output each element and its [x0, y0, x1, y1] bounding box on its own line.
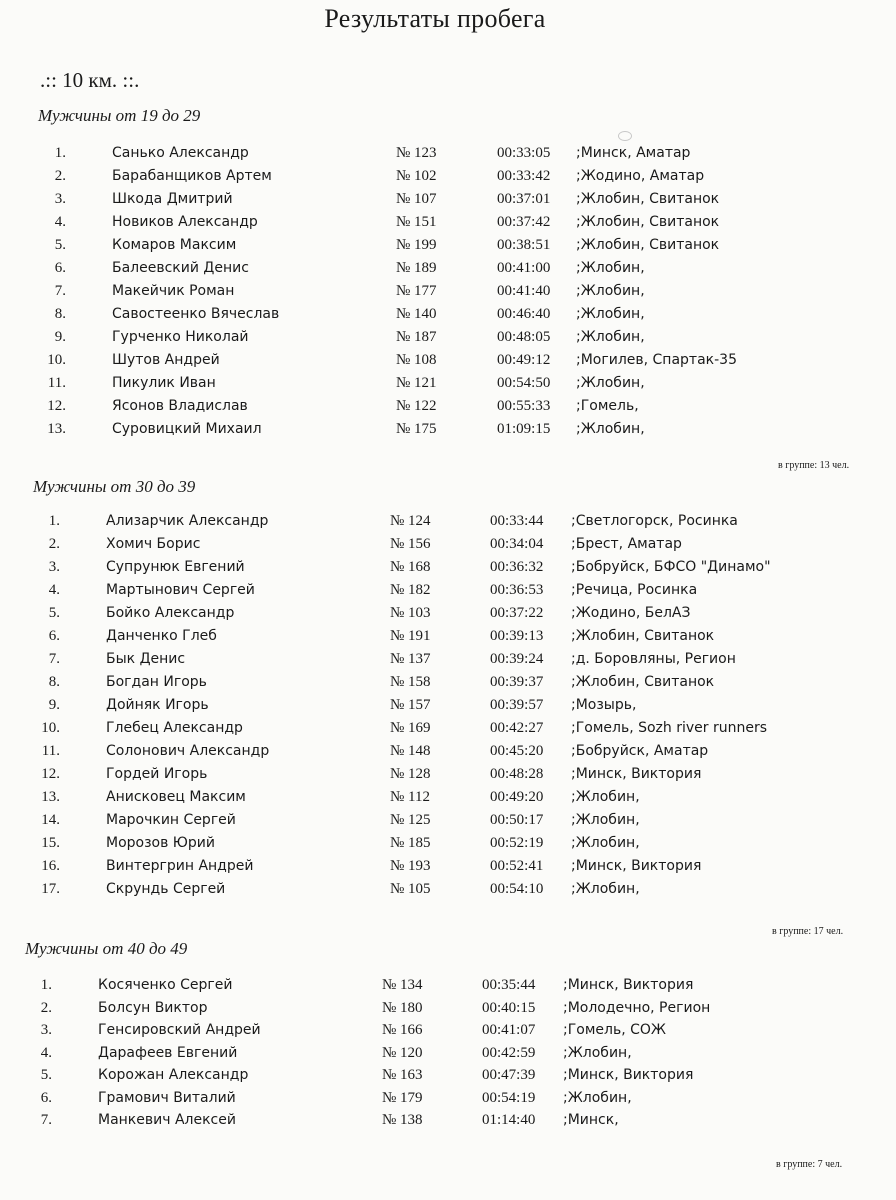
- finish-time: 00:34:04: [490, 536, 544, 552]
- runner-name: Барабанщиков Артем: [112, 168, 272, 184]
- bib-number: № 177: [396, 283, 437, 299]
- bib-number: № 179: [382, 1089, 423, 1106]
- place-number: 1.: [40, 977, 52, 993]
- finish-time: 00:35:44: [482, 977, 536, 993]
- finish-time: 00:54:19: [482, 1089, 536, 1106]
- runner-name: Корожан Александр: [98, 1067, 249, 1083]
- runner-name: Скрундь Сергей: [106, 881, 226, 897]
- scan-mark: [618, 131, 632, 141]
- bib-number: № 166: [382, 1022, 423, 1038]
- runner-name: Анисковец Максим: [106, 789, 246, 805]
- group-count: в группе: 7 чел.: [776, 1159, 843, 1170]
- finish-time: 00:36:32: [490, 559, 544, 575]
- bib-number: № 138: [382, 1112, 423, 1128]
- bib-number: № 175: [396, 421, 437, 437]
- city-club: ;Гомель, Sozh river runners: [571, 720, 768, 736]
- distance-heading: .:: 10 км. ::.: [40, 68, 140, 92]
- bib-number: № 158: [390, 674, 431, 690]
- runner-name: Данченко Глеб: [106, 628, 217, 644]
- finish-time: 00:48:28: [490, 766, 544, 782]
- place-number: 6.: [54, 260, 66, 276]
- city-club: ;Жлобин, Свитанок: [576, 237, 720, 253]
- bib-number: № 156: [390, 536, 431, 552]
- bib-number: № 112: [390, 789, 431, 805]
- bib-number: № 180: [382, 999, 423, 1016]
- runner-name: Богдан Игорь: [106, 674, 207, 690]
- runner-name: Манкевич Алексей: [98, 1112, 236, 1128]
- runner-name: Пикулик Иван: [112, 375, 216, 391]
- runner-name: Бойко Александр: [106, 605, 235, 621]
- bib-number: № 124: [390, 513, 431, 529]
- bib-number: № 134: [382, 977, 423, 993]
- city-club: ;Минск, Виктория: [571, 766, 702, 782]
- city-club: ;Жлобин, Свитанок: [576, 214, 720, 230]
- place-number: 9.: [54, 329, 66, 345]
- group-count: в группе: 17 чел.: [772, 926, 844, 937]
- place-number: 8.: [48, 674, 60, 690]
- city-club: ;Мозырь,: [571, 697, 637, 713]
- finish-time: 00:52:41: [490, 858, 544, 874]
- bib-number: № 122: [396, 398, 437, 414]
- city-club: ;Жлобин,: [563, 1044, 632, 1061]
- city-club: ;Могилев, Спартак-35: [576, 352, 737, 368]
- runner-name: Макейчик Роман: [112, 283, 235, 299]
- finish-time: 00:39:24: [490, 651, 544, 667]
- bib-number: № 102: [396, 168, 437, 184]
- runner-name: Новиков Александр: [112, 214, 258, 230]
- city-club: ;Жлобин,: [571, 812, 640, 828]
- bib-number: № 185: [390, 835, 431, 851]
- city-club: ;Жлобин,: [571, 835, 640, 851]
- bib-number: № 151: [396, 214, 437, 230]
- finish-time: 00:42:59: [482, 1044, 536, 1061]
- runner-name: Санько Александр: [112, 145, 249, 161]
- runner-name: Ясонов Владислав: [112, 398, 248, 414]
- place-number: 4.: [48, 582, 60, 598]
- city-club: ;Жлобин,: [571, 789, 640, 805]
- city-club: ;Жлобин, Свитанок: [576, 191, 720, 207]
- place-number: 7.: [40, 1112, 52, 1128]
- city-club: ;Жодино, БелАЗ: [571, 605, 691, 621]
- bib-number: № 120: [382, 1044, 423, 1061]
- runner-name: Косяченко Сергей: [98, 977, 233, 993]
- finish-time: 00:54:10: [490, 881, 544, 897]
- place-number: 16.: [41, 858, 60, 874]
- place-number: 11.: [47, 375, 66, 391]
- finish-time: 00:41:40: [497, 283, 551, 299]
- runner-name: Генсировский Андрей: [98, 1022, 261, 1038]
- place-number: 2.: [48, 536, 60, 552]
- city-club: ;Жодино, Аматар: [576, 168, 705, 184]
- place-number: 10.: [47, 352, 66, 368]
- place-number: 1.: [48, 513, 60, 529]
- place-number: 7.: [54, 283, 66, 299]
- bib-number: № 137: [390, 651, 431, 667]
- city-club: ;Жлобин, Свитанок: [571, 628, 715, 644]
- runner-name: Балеевский Денис: [112, 260, 249, 276]
- bib-number: № 169: [390, 720, 431, 736]
- runner-name: Грамович Виталий: [98, 1089, 236, 1106]
- city-club: ;Жлобин,: [563, 1089, 632, 1106]
- bib-number: № 103: [390, 605, 431, 621]
- place-number: 10.: [41, 720, 60, 736]
- runner-name: Ализарчик Александр: [106, 513, 269, 529]
- finish-time: 00:37:01: [497, 191, 551, 207]
- city-club: ;Минск, Виктория: [571, 858, 702, 874]
- place-number: 3.: [48, 559, 60, 575]
- finish-time: 00:55:33: [497, 398, 551, 414]
- group-title: Мужчины от 30 до 39: [33, 477, 196, 496]
- bib-number: № 107: [396, 191, 437, 207]
- finish-time: 00:48:05: [497, 329, 551, 345]
- city-club: ;Жлобин,: [576, 283, 645, 299]
- runner-name: Гордей Игорь: [106, 766, 208, 782]
- finish-time: 00:33:05: [497, 145, 551, 161]
- place-number: 11.: [41, 743, 60, 759]
- place-number: 3.: [40, 1022, 52, 1038]
- runner-name: Супрунюк Евгений: [106, 559, 245, 575]
- place-number: 15.: [41, 835, 60, 851]
- runner-name: Морозов Юрий: [106, 835, 216, 851]
- city-club: ;Жлобин,: [576, 421, 645, 437]
- group-title: Мужчины от 19 до 29: [38, 106, 201, 125]
- finish-time: 00:42:27: [490, 720, 544, 736]
- runner-name: Савостеенко Вячеслав: [112, 306, 280, 322]
- runner-name: Глебец Александр: [106, 720, 243, 736]
- runner-name: Гурченко Николай: [112, 329, 249, 345]
- city-club: ;Жлобин,: [576, 375, 645, 391]
- city-club: ;д. Боровляны, Регион: [571, 651, 736, 667]
- city-club: ;Жлобин,: [571, 881, 640, 897]
- place-number: 12.: [47, 398, 66, 414]
- runner-name: Шутов Андрей: [112, 352, 220, 368]
- place-number: 6.: [40, 1089, 52, 1106]
- finish-time: 00:50:17: [490, 812, 544, 828]
- place-number: 13.: [47, 421, 66, 437]
- finish-time: 00:39:37: [490, 674, 544, 690]
- city-club: ;Молодечно, Регион: [563, 999, 711, 1016]
- place-number: 5.: [48, 605, 60, 621]
- place-number: 17.: [41, 881, 60, 897]
- place-number: 4.: [54, 214, 66, 230]
- finish-time: 00:39:13: [490, 628, 544, 644]
- place-number: 5.: [40, 1067, 52, 1083]
- bib-number: № 121: [396, 375, 437, 391]
- city-club: ;Жлобин, Свитанок: [571, 674, 715, 690]
- city-club: ;Бобруйск, Аматар: [571, 743, 709, 759]
- finish-time: 00:49:20: [490, 789, 544, 805]
- finish-time: 00:39:57: [490, 697, 544, 713]
- city-club: ;Жлобин,: [576, 306, 645, 322]
- city-club: ;Минск, Аматар: [576, 145, 691, 161]
- bib-number: № 168: [390, 559, 431, 575]
- bib-number: № 108: [396, 352, 437, 368]
- place-number: 12.: [41, 766, 60, 782]
- runner-name: Винтергрин Андрей: [106, 858, 254, 874]
- city-club: ;Минск, Виктория: [563, 1067, 694, 1083]
- place-number: 7.: [48, 651, 60, 667]
- place-number: 13.: [41, 789, 60, 805]
- finish-time: 00:33:42: [497, 168, 551, 184]
- runner-name: Дарафеев Евгений: [98, 1044, 238, 1061]
- runner-name: Хомич Борис: [106, 536, 201, 552]
- place-number: 4.: [40, 1044, 52, 1061]
- runner-name: Болсун Виктор: [98, 999, 208, 1016]
- finish-time: 00:33:44: [490, 513, 544, 529]
- finish-time: 00:47:39: [482, 1067, 536, 1083]
- city-club: ;Жлобин,: [576, 329, 645, 345]
- finish-time: 00:38:51: [497, 237, 551, 253]
- bib-number: № 187: [396, 329, 437, 345]
- runner-name: Суровицкий Михаил: [112, 421, 262, 437]
- runner-name: Дойняк Игорь: [106, 697, 209, 713]
- finish-time: 00:40:15: [482, 999, 536, 1016]
- finish-time: 00:37:22: [490, 605, 544, 621]
- finish-time: 01:14:40: [482, 1112, 536, 1128]
- bib-number: № 182: [390, 582, 431, 598]
- city-club: ;Минск, Виктория: [563, 977, 694, 993]
- place-number: 9.: [48, 697, 60, 713]
- place-number: 2.: [40, 999, 52, 1016]
- bib-number: № 148: [390, 743, 431, 759]
- bib-number: № 128: [390, 766, 431, 782]
- finish-time: 00:41:00: [497, 260, 551, 276]
- place-number: 1.: [54, 145, 66, 161]
- city-club: ;Минск,: [563, 1112, 619, 1128]
- finish-time: 00:54:50: [497, 375, 551, 391]
- bib-number: № 123: [396, 145, 437, 161]
- bib-number: № 199: [396, 237, 437, 253]
- runner-name: Марочкин Сергей: [106, 812, 236, 828]
- place-number: 6.: [48, 628, 60, 644]
- bib-number: № 191: [390, 628, 431, 644]
- group-title: Мужчины от 40 до 49: [25, 939, 188, 958]
- finish-time: 00:52:19: [490, 835, 544, 851]
- city-club: ;Жлобин,: [576, 260, 645, 276]
- bib-number: № 125: [390, 812, 431, 828]
- finish-time: 00:46:40: [497, 306, 551, 322]
- place-number: 5.: [54, 237, 66, 253]
- city-club: ;Светлогорск, Росинка: [571, 513, 738, 529]
- place-number: 14.: [41, 812, 60, 828]
- finish-time: 00:41:07: [482, 1022, 536, 1038]
- runner-name: Шкода Дмитрий: [112, 191, 233, 207]
- finish-time: 00:49:12: [497, 352, 551, 368]
- bib-number: № 140: [396, 306, 437, 322]
- runner-name: Бык Денис: [106, 651, 186, 667]
- page-title: Результаты пробега: [324, 4, 546, 33]
- runner-name: Комаров Максим: [112, 237, 237, 253]
- bib-number: № 163: [382, 1067, 423, 1083]
- bib-number: № 193: [390, 858, 431, 874]
- place-number: 3.: [54, 191, 66, 207]
- bib-number: № 189: [396, 260, 437, 276]
- place-number: 8.: [54, 306, 66, 322]
- city-club: ;Речица, Росинка: [571, 582, 698, 598]
- finish-time: 00:36:53: [490, 582, 544, 598]
- group-count: в группе: 13 чел.: [778, 460, 850, 471]
- finish-time: 00:37:42: [497, 214, 551, 230]
- finish-time: 01:09:15: [497, 421, 551, 437]
- city-club: ;Бобруйск, БФСО "Динамо": [571, 559, 771, 575]
- bib-number: № 105: [390, 881, 431, 897]
- finish-time: 00:45:20: [490, 743, 544, 759]
- city-club: ;Брест, Аматар: [571, 536, 682, 552]
- runner-name: Мартынович Сергей: [106, 582, 255, 598]
- bib-number: № 157: [390, 697, 431, 713]
- place-number: 2.: [54, 168, 66, 184]
- city-club: ;Гомель,: [576, 398, 639, 414]
- city-club: ;Гомель, СОЖ: [563, 1022, 666, 1038]
- runner-name: Солонович Александр: [106, 743, 270, 759]
